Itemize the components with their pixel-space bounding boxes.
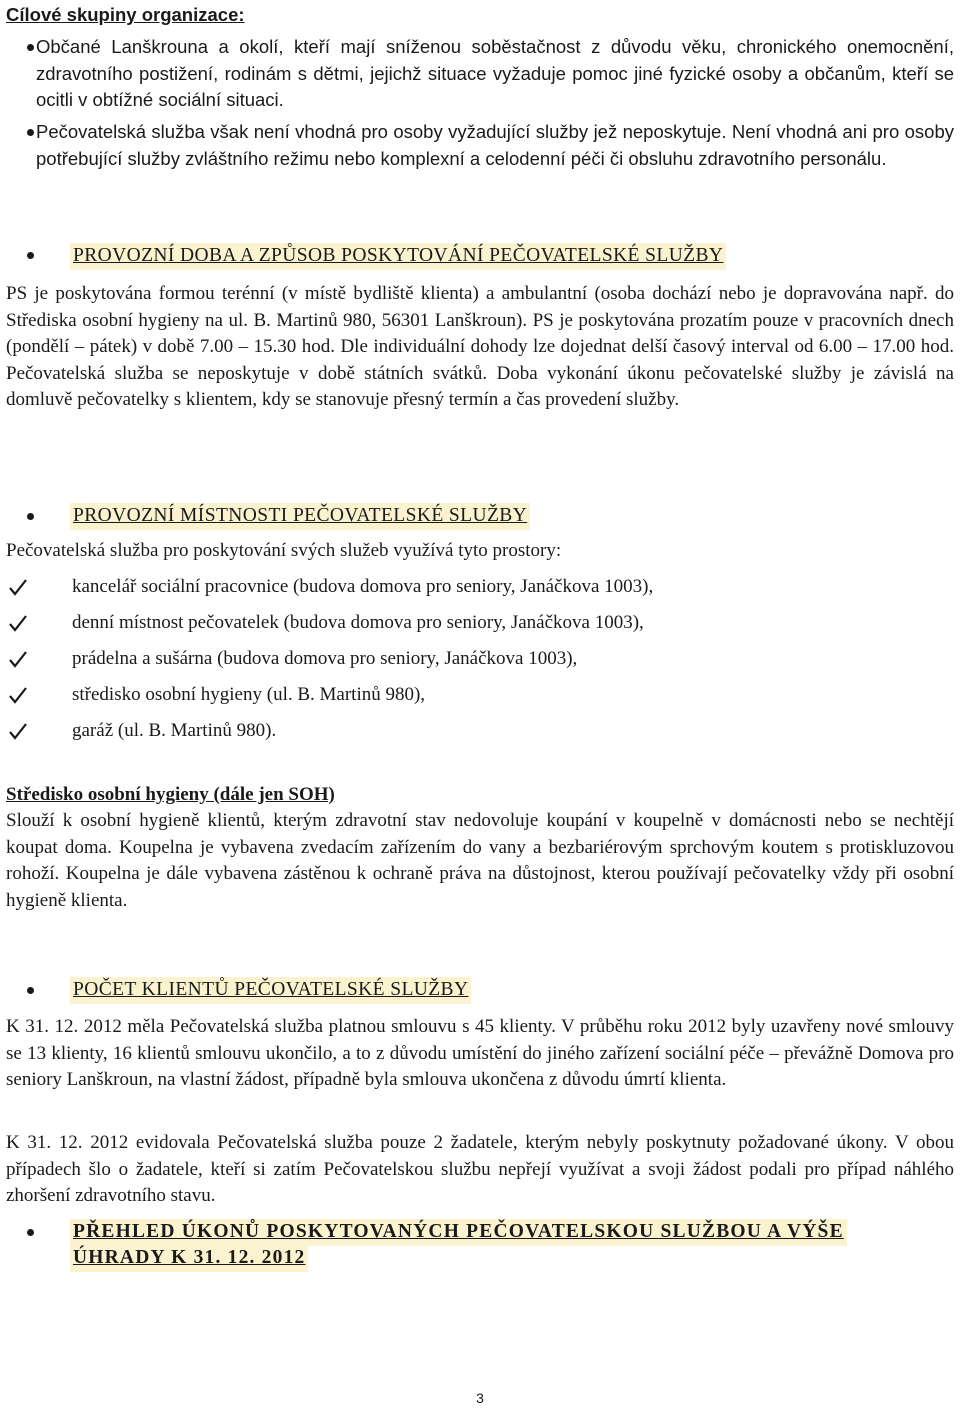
list-item — [6, 34, 954, 114]
section-heading-clients: POČET KLIENTŮ PEČOVATELSKÉ SLUŽBY — [70, 977, 471, 1004]
list-item-text: Pečovatelská služba však není vhodná pro osoby vyžadující služby jež neposkytuje. Není vhodná ani pro osoby potřebující služby zvláštního režimu nebo komplexní a celodenní péči či obsluhu zdravotního personálu. — [36, 121, 954, 169]
clients-paragraph-2: K 31. 12. 2012 evidovala Pečovatelská služba pouze 2 žadatele, kterým nebyly poskytnuty požadované úkony. V obou případech šlo o žadatele, kteří si zatím Pečovatelskou službu nepřejí využívat a svoji žádost podali pro případ náhlého zhoršení zdravotního stavu. — [6, 1132, 954, 1206]
soh-paragraph: Slouží k osobní hygieně klientů, kterým zdravotní stav nedovoluje koupání v koupelně v domácnosti nebo se nechtějí koupat doma. Koupelna je vybavena zvedacím zařízením do vany a bezbariérovým sprchovým koutem s protiskluzovou rohoží. Koupelna je dále vybavena zástěnou k ochraně práva na důstojnost, kterou používají pečovatelky vždy při osobní hygieně klienta. — [6, 810, 954, 911]
checkmark-icon — [8, 721, 28, 741]
list-item-text: denní místnost pečovatelek (budova domova pro seniory, Janáčkova 1003), — [72, 612, 644, 633]
bullet-icon — [27, 44, 34, 51]
section-title-soh: Středisko osobní hygieny (dále jen SOH) — [6, 784, 335, 805]
checkmark-icon — [8, 685, 28, 705]
checkmark-icon — [8, 649, 28, 669]
list-item-text: Občané Lanškrouna a okolí, kteří mají sníženou soběstačnost z důvodu věku, chronického onemocnění, zdravotního postižení, rodinám s dětmi, jejichž situace vyžaduje pomoc jiné fyzické osoby a občanům, kteří se ocitli v obtížné sociální situaci. — [36, 36, 954, 110]
section-heading-rooms: PROVOZNÍ MÍSTNOSTI PEČOVATELSKÉ SLUŽBY — [70, 503, 530, 530]
section-title-target-groups: Cílové skupiny organizace: — [6, 4, 245, 25]
section-heading-hours: PROVOZNÍ DOBA A ZPŮSOB POSKYTOVÁNÍ PEČOVATELSKÉ SLUŽBY — [70, 243, 726, 270]
checkmark-icon — [8, 577, 28, 597]
section-heading-overview-line2: ÚHRADY K 31. 12. 2012 — [70, 1245, 308, 1272]
bullet-icon — [27, 1229, 34, 1236]
page-number: 3 — [476, 1390, 484, 1406]
section-heading-overview: PŘEHLED ÚKONŮ POSKYTOVANÝCH PEČOVATELSKOU SLUŽBOU A VÝŠE — [70, 1219, 847, 1246]
hours-paragraph: PS je poskytována formou terénní (v místě bydliště klienta) a ambulantní (osoba dochází nebo je dopravována např. do Střediska osobní hygieny na ul. B. Martinů 980, 56301 Lanškroun). PS je poskytována prozatím pouze v pracovních dnech (pondělí – pátek) v době 7.00 – 15.30 hod. Dle individuální dohody lze dojednat delší časový interval od 6.00 – 17.00 hod. Pečovatelská služba se neposkytuje v době státních svátků. Doba vykonání úkonu pečovatelské služby je závislá na domluvě pečovatelky s klientem, kdy se stanovuje přesný termín a čas provedení služby. — [6, 283, 954, 410]
bullet-icon — [27, 129, 34, 136]
list-item-text: kancelář sociální pracovnice (budova domova pro seniory, Janáčkova 1003), — [72, 576, 654, 597]
list-item — [6, 119, 954, 172]
bullet-icon — [27, 252, 34, 259]
clients-paragraph-1: K 31. 12. 2012 měla Pečovatelská služba platnou smlouvu s 45 klienty. V průběhu roku 2012 byly uzavřeny nové smlouvy se 13 klienty, 16 klientů smlouvu ukončilo, a to z důvodu umístění do jiného zařízení sociální péče – převážně Domova pro seniory Lanškroun, na vlastní žádost, případně byla smlouva ukončena z důvodu úmrtí klienta. — [6, 1016, 954, 1090]
checkmark-icon — [8, 613, 28, 633]
rooms-intro: Pečovatelská služba pro poskytování svých služeb využívá tyto prostory: — [6, 540, 562, 561]
bullet-icon — [27, 987, 34, 994]
list-item-text: středisko osobní hygieny (ul. B. Martinů 980), — [72, 684, 426, 705]
bullet-icon — [27, 513, 34, 520]
list-item-text: garáž (ul. B. Martinů 980). — [72, 720, 277, 741]
list-item-text: prádelna a sušárna (budova domova pro seniory, Janáčkova 1003), — [72, 648, 578, 669]
